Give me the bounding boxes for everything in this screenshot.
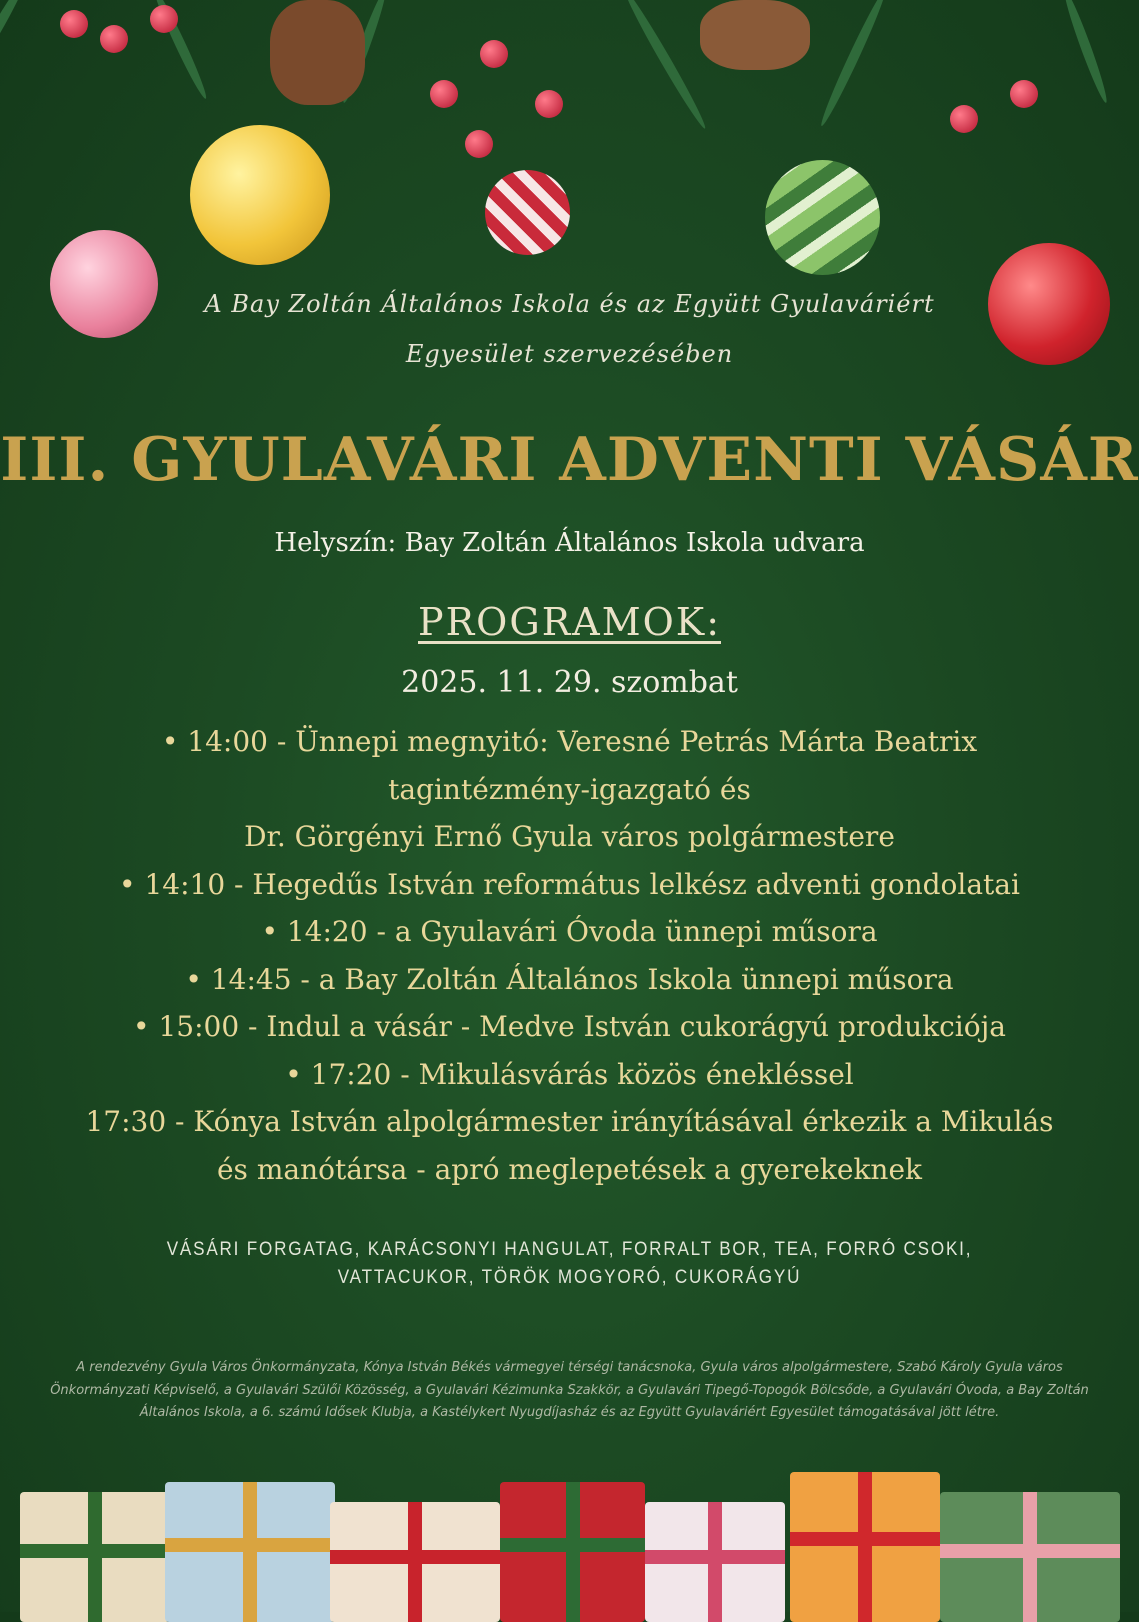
location: Helyszín: Bay Zoltán Általános Iskola udvara — [274, 528, 865, 558]
event-title: III. GYULAVÁRI ADVENTI VÁSÁR — [0, 425, 1139, 495]
event-date: 2025. 11. 29. szombat — [401, 665, 738, 700]
programs-heading — [0, 600, 1139, 644]
program-line: • 14:20 - a Gyulavári Óvoda ünnepi műsora — [261, 915, 878, 948]
striped-ornament-icon — [485, 170, 570, 255]
pink-ornament-icon — [50, 230, 158, 338]
attractions — [57, 1236, 1082, 1292]
organizer-line-2: Egyesület szervezésében — [405, 340, 734, 368]
program-line: • 14:10 - Hegedűs István református lelkész adventi gondolatai — [119, 867, 1020, 901]
sponsors-credits: A rendezvény Gyula Város Önkormányzata, Kónya István Békés vármegyei térségi tanácsnoka, Gyula város alpolgármestere, Szabó Károly Gyula város Önkormányzati Képviselő, a Gyulavári Szülői Közösség, a Gyulavári Kézimunka Szakkör, a Gyulavári Tipegő-Topogók Bölcsőde, a Gyulavári Óvoda, a Bay Zoltán Általános Iskola, a 6. számú Idősek Klubja, a Kastélykert Nyugdíjasház és az Együtt Gyulaváriért Egyesület támogatásával jött létre. — [50, 1360, 1089, 1420]
program-line: 17:30 - Kónya István alpolgármester irányításával érkezik a Mikulás — [85, 1105, 1054, 1138]
pinecone-icon — [270, 0, 365, 105]
program-line: • 17:20 - Mikulásvárás közös énekléssel — [285, 1057, 854, 1091]
green-ornament-icon — [765, 160, 880, 275]
program-list — [0, 718, 1139, 1193]
program-line: • 14:00 - Ünnepi megnyitó: Veresné Petrás Márta Beatrix — [161, 725, 978, 758]
program-line: Dr. Görgényi Ernő Gyula város polgármestere — [244, 820, 895, 853]
program-line: tagintézmény-igazgató és — [388, 772, 751, 806]
yellow-ornament-icon — [190, 125, 330, 265]
program-line: és manótársa - apró meglepetések a gyerekeknek — [216, 1152, 923, 1186]
attractions-line-2: VATTACUKOR, TÖRÖK MOGYORÓ, CUKORÁGYÚ — [337, 1267, 802, 1288]
programs-heading-text: PROGRAMOK: — [418, 600, 721, 644]
program-line: • 15:00 - Indul a vásár - Medve István cukorágyú produkciója — [133, 1010, 1006, 1043]
attractions-line-1: VÁSÁRI FORGATAG, KARÁCSONYI HANGULAT, FORRALT BOR, TEA, FORRÓ CSOKI, — [166, 1239, 973, 1260]
program-line: • 14:45 - a Bay Zoltán Általános Iskola ünnepi műsora — [185, 962, 954, 996]
organizer-line-1: A Bay Zoltán Általános Iskola és az Együtt Gyulaváriért — [204, 290, 935, 318]
pinecone-icon — [700, 0, 810, 70]
